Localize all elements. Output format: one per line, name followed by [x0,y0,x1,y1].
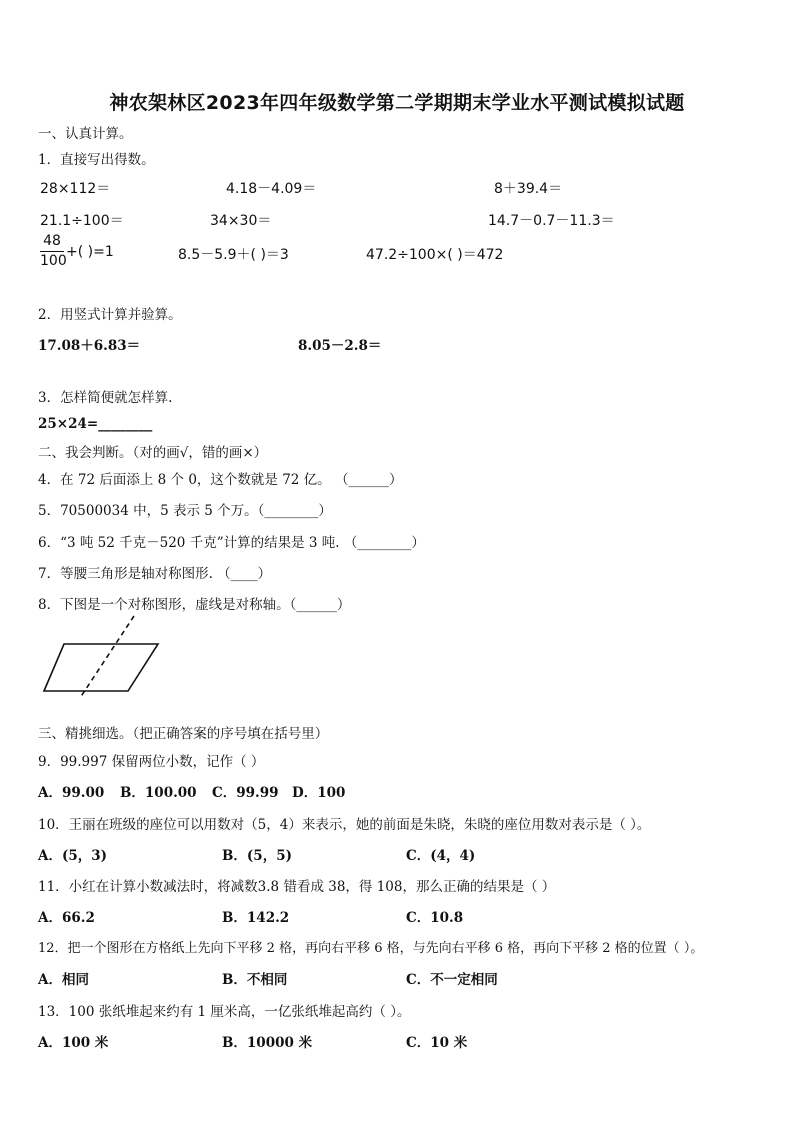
calc-3c: 47.2÷100×( )＝472 [366,247,504,263]
page-title: 神农架林区2023年四年级数学第二学期期末学业水平测试模拟试题 [109,92,685,114]
calc-2c: 14.7－0.7－11.3＝ [488,213,615,229]
calc-3b: 8.5－5.9＋( )＝3 [178,247,289,263]
question-4: 4．在 72 后面添上 8 个 0，这个数就是 72 亿。 （______） [38,472,403,488]
q11-option-a: A．66.2 [38,910,95,926]
calc-1a: 28×112＝ [40,181,111,197]
vertical-calc-a: 17.08＋6.83＝ [38,338,141,354]
question-7: 7．等腰三角形是轴对称图形. （____） [38,566,272,582]
q9-option-d: D．100 [292,785,346,801]
fraction-bar [40,251,64,252]
q9-option-a: A．99.00 [38,785,105,801]
calc-1b: 4.18－4.09＝ [226,181,317,197]
q11-option-b: B．142.2 [222,910,290,926]
question-1: 1．直接写出得数。 [38,152,155,168]
q13-option-c: C．10 米 [406,1035,468,1051]
q13-option-b: B．10000 米 [222,1035,313,1051]
calc-2a: 21.1÷100＝ [40,213,124,229]
section-heading-1: 一、认真计算。 [38,126,133,142]
section-heading-3: 三、精挑细选。（把正确答案的序号填在括号里） [38,726,329,742]
section-heading-2: 二、我会判断。（对的画√，错的画×） [38,445,268,461]
parallelogram-shape [44,644,158,691]
fraction-numerator: 48 [43,233,61,249]
q12-option-c: C．不一定相同 [406,972,498,988]
question-11: 11．小红在计算小数减法时，将减数3.8 错看成 38，得 108，那么正确的结果是（ ） [38,879,556,895]
q10-option-a: A．(5，3) [38,848,108,864]
question-5: 5．70500034 中，5 表示 5 个万。（________） [38,503,332,519]
q9-option-b: B．100.00 [120,785,197,801]
question-8: 8．下图是一个对称图形，虚线是对称轴。（______） [38,597,351,613]
question-3: 3．怎样简便就怎样算. [38,390,173,406]
q12-option-b: B．不相同 [222,972,288,988]
fraction-denominator: 100 [40,253,67,269]
calc-2b: 34×30＝ [210,213,272,229]
q11-option-c: C．10.8 [406,910,464,926]
question-10: 10．王丽在班级的座位可以用数对（5，4）来表示，她的前面是朱晓，朱晓的座位用数对表示是（ ）。 [38,817,651,833]
vertical-calc-b: 8.05－2.8＝ [298,338,382,354]
question-2: 2．用竖式计算并验算。 [38,307,182,323]
q10-option-c: C．(4，4) [406,848,476,864]
fraction-48-100 [40,233,67,270]
calc-3a: +( )=1 [66,244,114,260]
simplify-expression: 25×24=________ [38,416,153,432]
q9-option-c: C．99.99 [212,785,279,801]
symmetry-axis-dashed-line [80,616,134,698]
calc-1c: 8＋39.4＝ [494,181,563,197]
question-6: 6．“3 吨 52 千克－520 千克”计算的结果是 3 吨. （________） [38,535,425,551]
question-9: 9．99.997 保留两位小数，记作（ ） [38,754,265,770]
parallelogram-figure [38,614,168,698]
q13-option-a: A．100 米 [38,1035,109,1051]
q10-option-b: B．(5，5) [222,848,292,864]
question-13: 13．100 张纸堆起来约有 1 厘米高，一亿张纸堆起高约（ ）。 [38,1004,411,1020]
q12-option-a: A．相同 [38,972,89,988]
question-12: 12．把一个图形在方格纸上先向下平移 2 格，再向右平移 6 格，与先向右平移 6 格，再向下平移 2 格的位置（ ）。 [38,941,704,956]
